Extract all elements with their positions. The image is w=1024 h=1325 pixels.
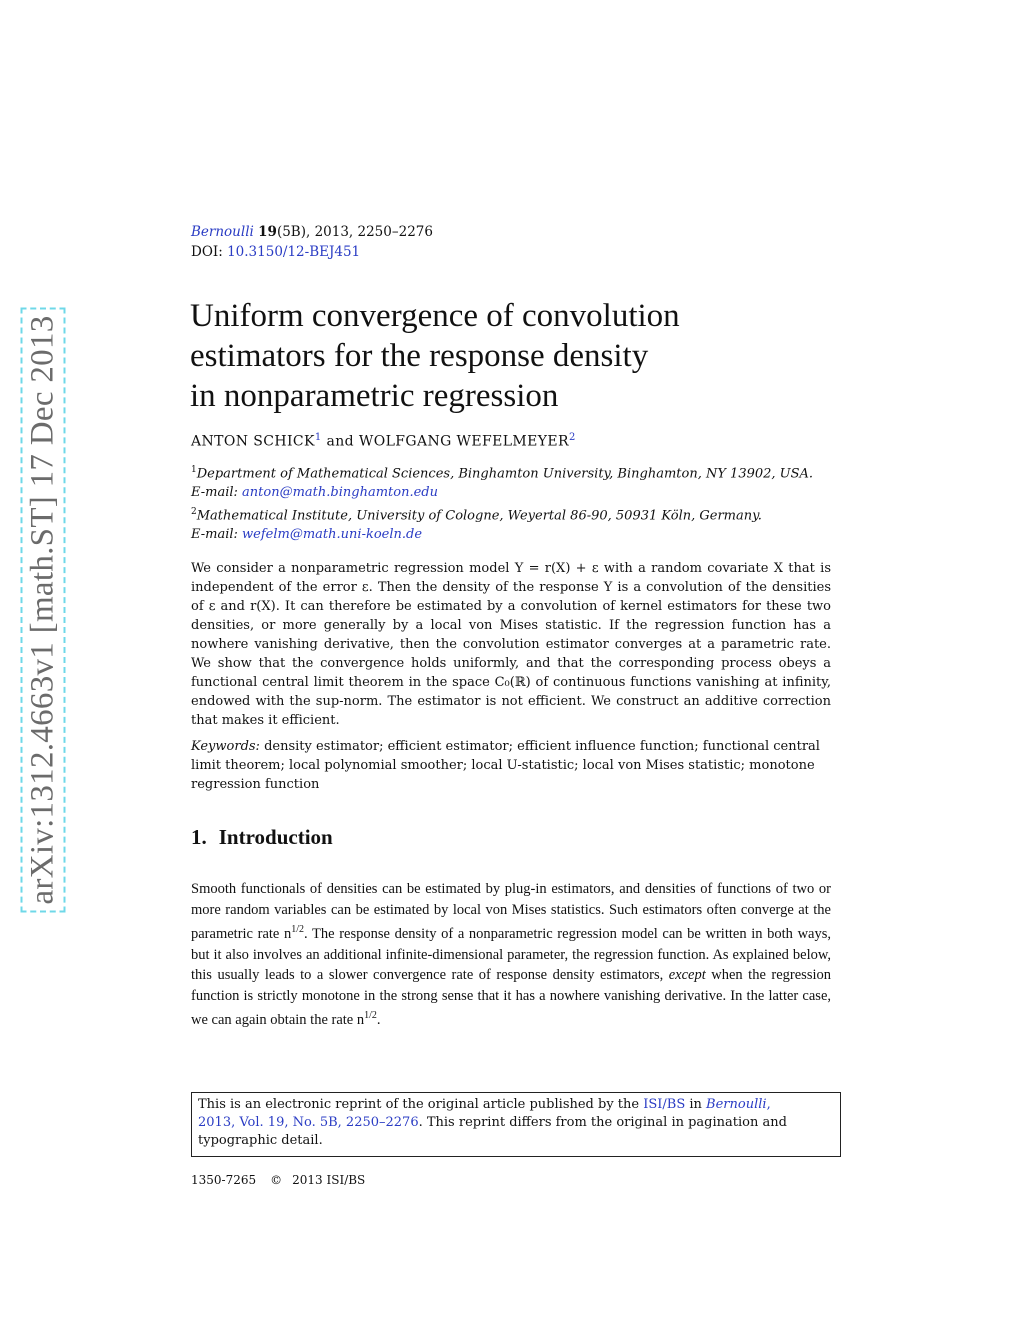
- copyright-icon: ©: [270, 1173, 283, 1187]
- journal-header: [191, 222, 433, 262]
- journal-name-link[interactable]: Bernoulli: [191, 224, 254, 240]
- title-line: in nonparametric regression: [190, 378, 559, 414]
- email-line: E-mail: anton@math.binghamton.edu: [191, 485, 438, 501]
- keywords-label: Keywords:: [191, 739, 260, 754]
- introduction-paragraph: Smooth functionals of densities can be estimated by plug-in estimators, and densities of functions of two or more random variables can be estimated by local von Mises statistics. Such estimators often converge at the parametric rate $n^{1/2}$. The response density of a nonparametric regression model can be written in both ways, but it also involves an additional infinite-dimensional parameter, the regression function. As explained below, this usually leads to a slower convergence rate of response density estimators, except when the regression function is strictly monotone in the strong sense that it has a nowhere vanishing derivative. In the latter case, we can again obtain the rate $n^{1/2}$.: [191, 881, 831, 1029]
- author-conjunction: and: [326, 433, 355, 450]
- affiliation-line: $^1$Department of Mathematical Sciences, Binghamton University, Binghamton, NY 13902, USA.: [191, 465, 814, 482]
- publisher-link[interactable]: ISI/BS: [643, 1097, 686, 1112]
- arxiv-identifier-stamp[interactable]: arXiv:1312.4663v1 [math.ST] 17 Dec 2013: [21, 307, 66, 912]
- section-number: 1.: [191, 825, 207, 849]
- email-link[interactable]: anton@math.binghamton.edu: [242, 485, 438, 501]
- page-footer: [191, 1173, 365, 1187]
- title-line: estimators for the response density: [190, 338, 649, 374]
- journal-issue-pages: (5B), 2013, 2250–2276: [276, 224, 433, 240]
- affiliation-line: $^2$Mathematical Institute, University of Cologne, Weyertal 86-90, 50931 Köln, Germany.: [191, 506, 762, 524]
- reprint-notice: This is an electronic reprint of the original article published by the ISI/BS in Bernoulli, 2013, Vol. 19, No. 5B, 2250–2276. This reprint differs from the original in pagination and typographic detail.: [191, 1092, 841, 1157]
- citation-link[interactable]: 2013, Vol. 19, No. 5B, 2250–2276: [198, 1115, 419, 1130]
- journal-link[interactable]: Bernoulli: [706, 1097, 767, 1112]
- author-name: WOLFGANG WEFELMEYER: [358, 433, 569, 450]
- journal-volume: 19: [258, 224, 277, 240]
- paper-title: [190, 296, 830, 416]
- keywords-text: density estimator; efficient estimator; efficient influence function; functional central limit theorem; local polynomial smoother; local U-statistic; local von Mises statistic; monotone regression function: [191, 739, 820, 792]
- affiliation-marker[interactable]: 2: [568, 432, 576, 443]
- affiliation-marker[interactable]: 1: [314, 432, 322, 443]
- section-title: Introduction: [218, 825, 333, 849]
- doi-label: DOI:: [191, 244, 223, 260]
- issn: 1350-7265: [191, 1173, 257, 1187]
- email-link[interactable]: wefelm@math.uni-koeln.de: [242, 526, 423, 542]
- copyright-text: 2013 ISI/BS: [292, 1173, 366, 1187]
- email-line: E-mail: wefelm@math.uni-koeln.de: [191, 526, 423, 542]
- author-list: [191, 432, 576, 450]
- author-name: ANTON SCHICK: [191, 433, 315, 450]
- abstract: We consider a nonparametric regression model Y = r(X) + ε with a random covariate X that is independent of the error ε. Then the density of the response Y is a convolution of the densities of ε and r(X). It can therefore be estimated by a convolution of kernel estimators for these two densities, or more generally by a local von Mises statistic. If the regression function has a nowhere vanishing derivative, then the convolution estimator converges at a parametric rate. We show that the convergence holds uniformly, and that the corresponding process obeys a functional central limit theorem in the space C₀(ℝ) of continuous functions vanishing at infinity, endowed with the sup-norm. The estimator is not efficient. We construct an additive correction that makes it efficient.: [191, 561, 831, 728]
- affiliations: [191, 461, 851, 544]
- doi-link[interactable]: 10.3150/12-BEJ451: [227, 244, 361, 260]
- section-heading: [191, 825, 333, 850]
- title-line: Uniform convergence of convolution: [190, 298, 680, 334]
- keywords: [191, 737, 831, 794]
